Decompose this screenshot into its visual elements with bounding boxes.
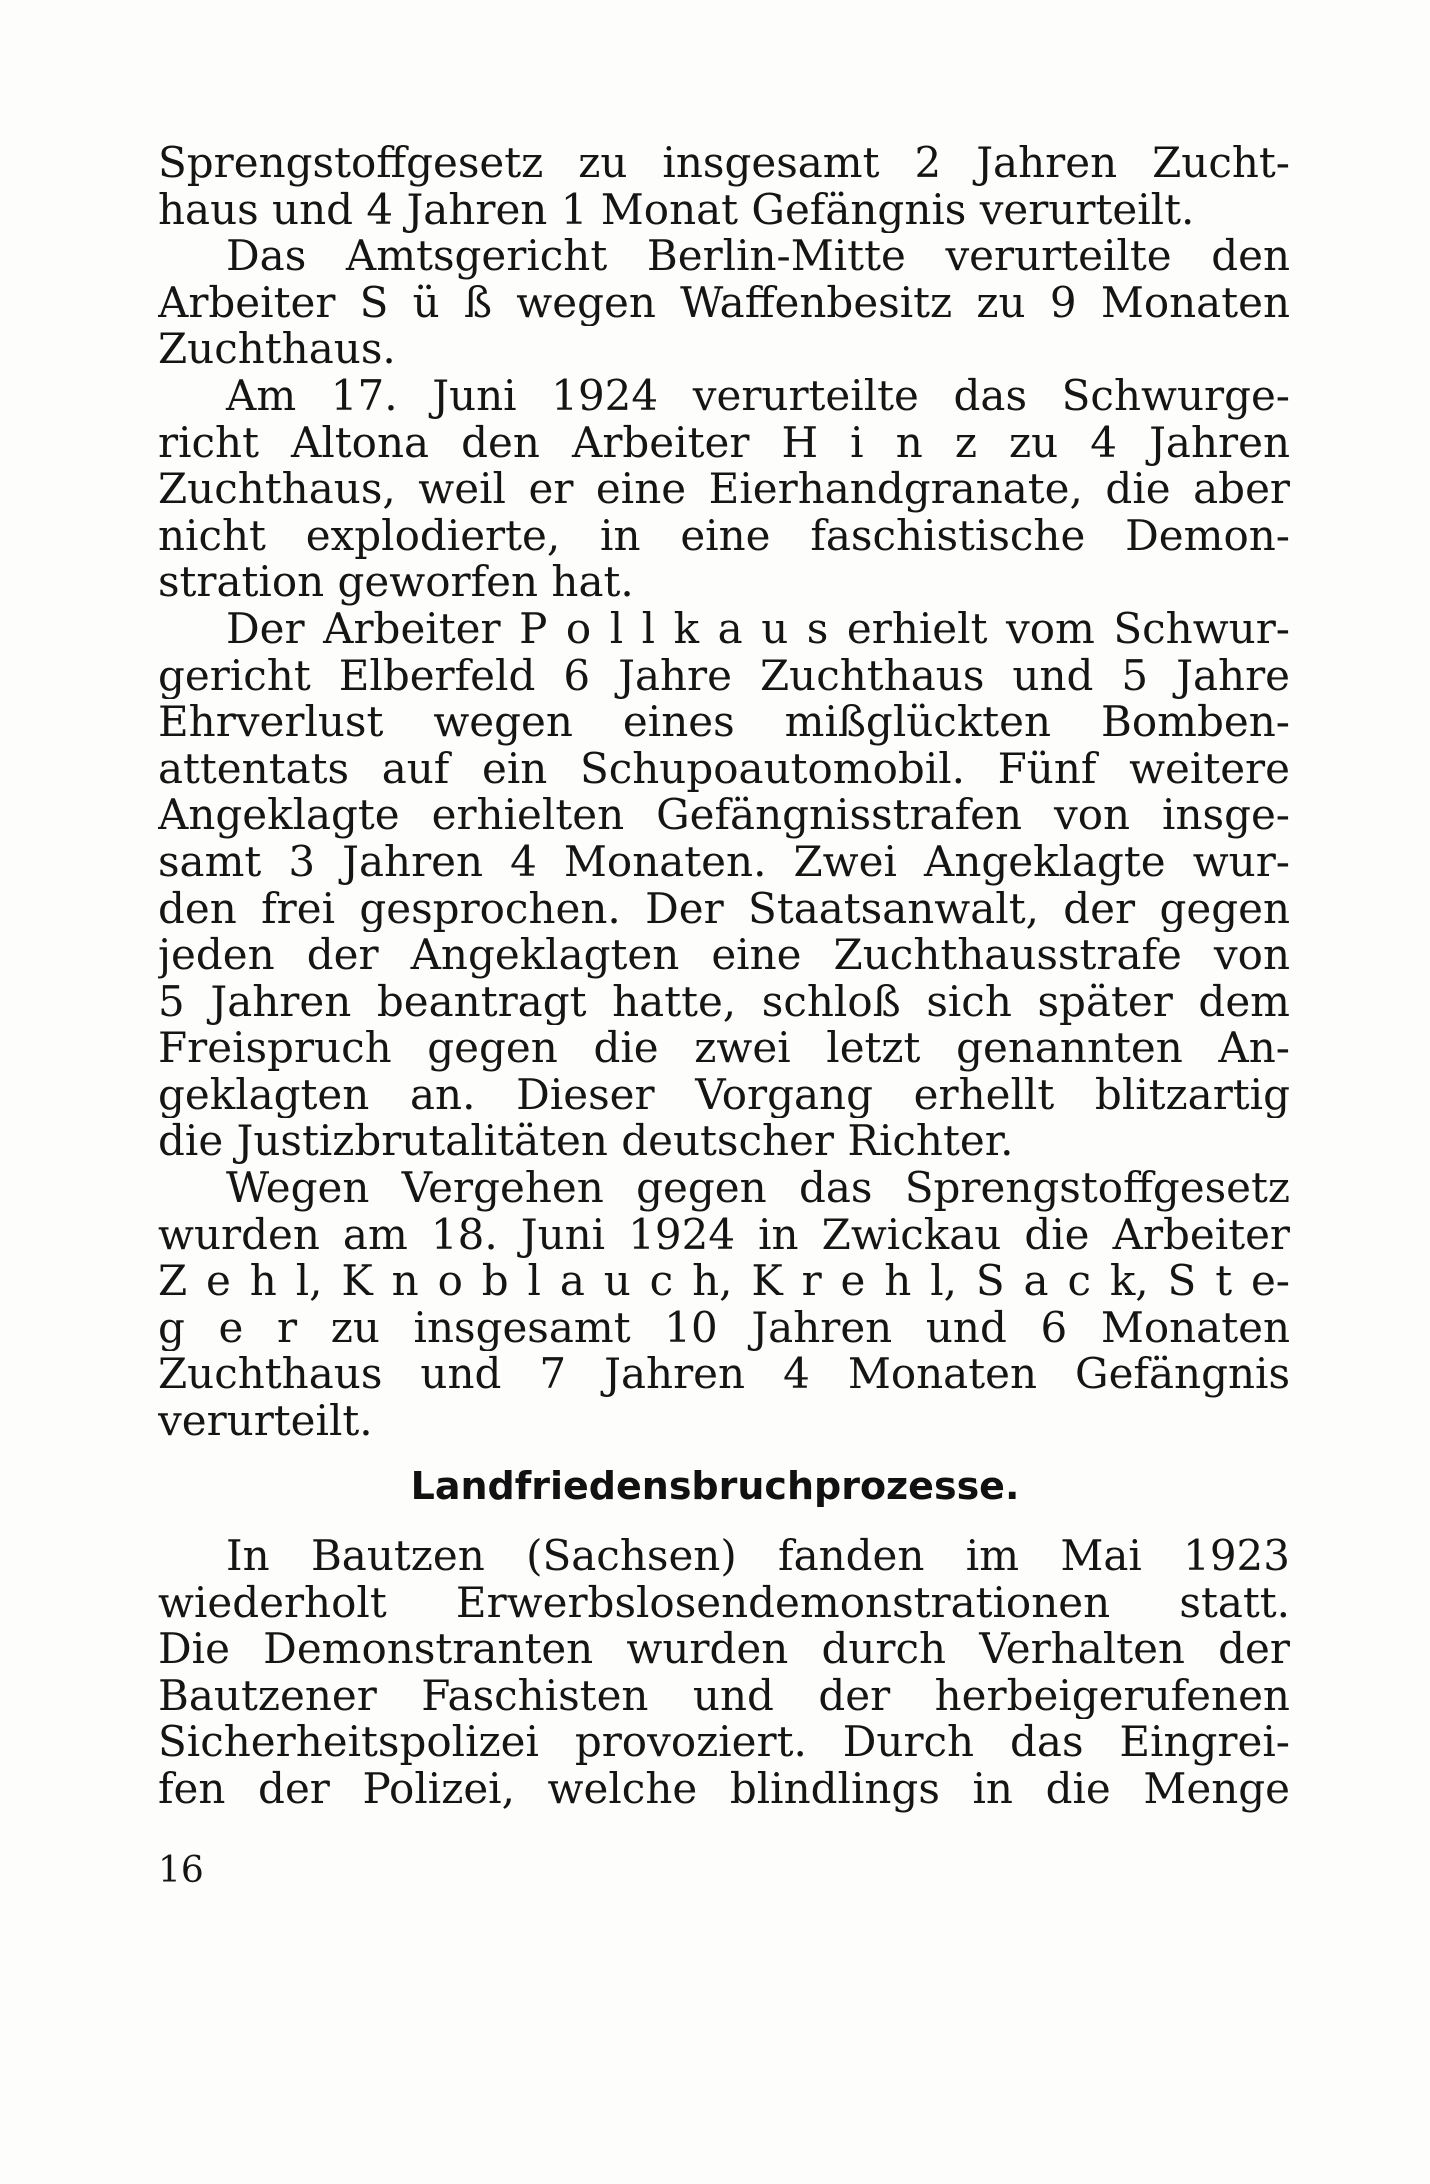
text-line: Freispruch gegen die zwei letzt genannten An- xyxy=(158,1025,1290,1072)
text-line: Zuchthaus. xyxy=(158,326,396,373)
body-text-upper xyxy=(158,140,1290,1445)
page-number: 16 xyxy=(158,1850,204,1891)
text-line: Zuchthaus, weil er eine Eierhandgranate, die aber xyxy=(158,466,1290,513)
text-line: verurteilt. xyxy=(158,1398,373,1445)
text-line: nicht explodierte, in eine faschistische Demon- xyxy=(158,512,1290,560)
text-line: stration geworfen hat. xyxy=(158,559,634,606)
text-line: Sicherheitspolizei provoziert. Durch das Eingrei- xyxy=(158,1719,1290,1766)
text-line: Zuchthaus und 7 Jahren 4 Monaten Gefängnis xyxy=(158,1351,1290,1399)
text-line: Der Arbeiter P o l l k a u s erhielt vom Schwur- xyxy=(226,605,1290,653)
text-line: haus und 4 Jahren 1 Monat Gefängnis verurteilt. xyxy=(158,186,1195,234)
text-line: Ehrverlust wegen eines mißglückten Bomben- xyxy=(158,699,1290,746)
text-line: Bautzener Faschisten und der herbeigerufenen xyxy=(158,1672,1290,1720)
text-line: fen der Polizei, welche blindlings in die Menge xyxy=(158,1765,1290,1813)
text-line: jeden der Angeklagten eine Zuchthausstrafe von xyxy=(158,932,1290,979)
text-line: den frei gesprochen. Der Staatsanwalt, der gegen xyxy=(158,885,1290,933)
text-line: Arbeiter S ü ß wegen Waffenbesitz zu 9 Monaten xyxy=(158,279,1290,327)
text-line: wiederholt Erwerbslosendemonstrationen statt. xyxy=(158,1579,1290,1627)
text-line: geklagten an. Dieser Vorgang erhellt blitzartig xyxy=(158,1071,1290,1119)
text-line: Das Amtsgericht Berlin-Mitte verurteilte den xyxy=(226,233,1290,280)
text-line: die Justizbrutalitäten deutscher Richter. xyxy=(158,1118,1014,1166)
text-line: In Bautzen (Sachsen) fanden im Mai 1923 xyxy=(226,1533,1290,1580)
text-line: Die Demonstranten wurden durch Verhalten der xyxy=(158,1626,1290,1673)
text-line: attentats auf ein Schupoautomobil. Fünf weitere xyxy=(158,745,1290,793)
text-line: Sprengstoffgesetz zu insgesamt 2 Jahren Zucht- xyxy=(158,140,1290,187)
text-line: wurden am 18. Juni 1924 in Zwickau die Arbeiter xyxy=(158,1211,1290,1259)
text-line: Angeklagte erhielten Gefängnisstrafen von insge- xyxy=(158,792,1290,839)
text-line: Wegen Vergehen gegen das Sprengstoffgesetz xyxy=(226,1165,1290,1212)
text-line: Am 17. Juni 1924 verurteilte das Schwurge- xyxy=(226,372,1290,420)
text-line: gericht Elberfeld 6 Jahre Zuchthaus und 5 Jahre xyxy=(158,652,1290,700)
section-heading: Landfriedensbruchprozesse. xyxy=(410,1464,1020,1508)
text-line: samt 3 Jahren 4 Monaten. Zwei Angeklagte wur- xyxy=(158,838,1290,886)
text-line: Z e h l, K n o b l a u c h, K r e h l, S a c k, S t e- xyxy=(158,1258,1290,1305)
text-line: g e r zu insgesamt 10 Jahren und 6 Monaten xyxy=(158,1304,1290,1352)
text-line: 5 Jahren beantragt hatte, schloß sich später dem xyxy=(158,978,1290,1026)
text-line: richt Altona den Arbeiter H i n z zu 4 Jahren xyxy=(158,419,1290,467)
body-text-lower xyxy=(158,1533,1290,1813)
